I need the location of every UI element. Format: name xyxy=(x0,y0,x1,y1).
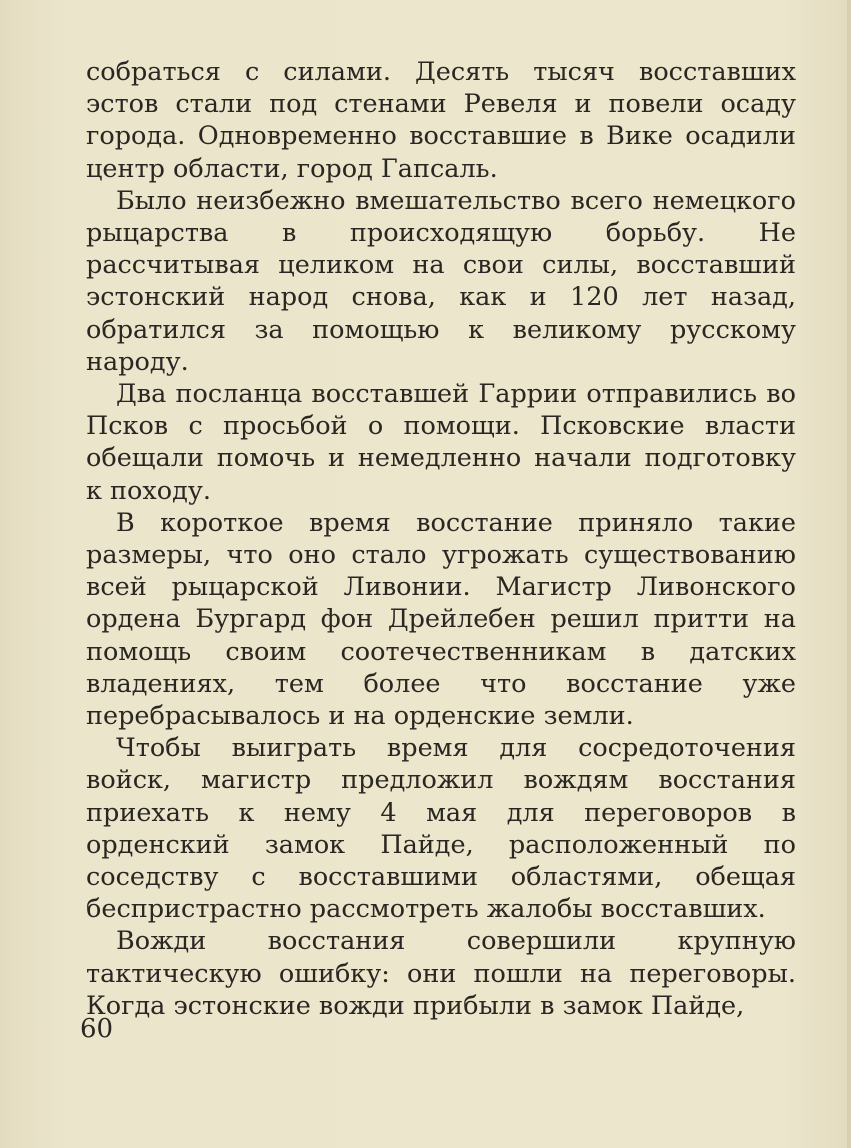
paragraph-3: Два посланца восставшей Гаррии отправились во Псков с просьбой о помощи. Псковские власти обещали помочь и немедленно начали подготовку к походу. xyxy=(86,379,796,506)
paragraph-4: В короткое время восстание приняло такие размеры, что оно стало угрожать существованию всей рыцарской Ливонии. Магистр Ливонского ордена Бургард фон Дрейлебен решил притти на помощь своим соотечественникам в датских владениях, тем более что восстание уже перебрасывалось и на орденские земли. xyxy=(86,507,796,732)
paragraph-1: собраться с силами. Десять тысяч восставших эстов стали под стенами Ревеля и повели осаду города. Одновременно восставшие в Вике осадили центр области, город Гапсаль. xyxy=(86,57,796,184)
paragraph-5: Чтобы выиграть время для сосредоточения войск, магистр предложил вождям восстания приехать к нему 4 мая для переговоров в орденский замок Пайде, расположенный по соседству с восставшими областями, обещая беспристрастно рассмотреть жалобы восставших. xyxy=(86,733,796,925)
body-text xyxy=(86,56,796,1022)
paragraph-6: Вожди восстания совершили крупную тактическую ошибку: они пошли на переговоры. Когда эстонские вожди прибыли в замок Пайде, xyxy=(86,926,796,1021)
page-number: 60 xyxy=(80,1014,114,1044)
paragraph-2: Было неизбежно вмешательство всего немецкого рыцарства в происходящую борьбу. Не рассчитывая целиком на свои силы, восставший эстонский народ снова, как и 120 лет назад, обратился за помощью к великому русскому народу. xyxy=(86,185,796,377)
